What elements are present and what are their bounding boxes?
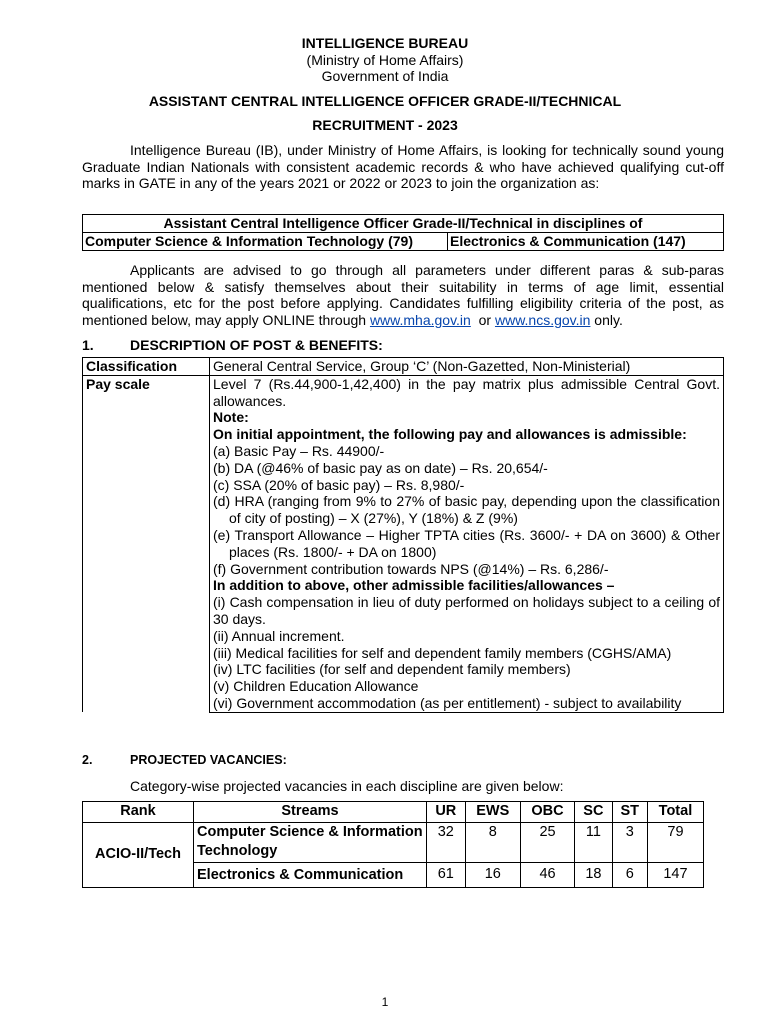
classification-label: Classification [83,358,210,376]
facility-item: (v) Children Education Allowance [213,678,419,695]
facilities-heading: In addition to above, other admissible facilities/allowances – [213,577,615,594]
discipline-ec: Electronics & Communication (147) [448,233,724,251]
stream-cell: Computer Science & Information Technology [194,822,427,862]
note-label: Note: [213,409,249,426]
col-header-st: ST [612,802,647,823]
disciplines-heading: Assistant Central Intelligence Officer Grade-II/Technical in disciplines of [83,215,724,233]
col-header-streams: Streams [194,802,427,823]
obc-cell: 46 [520,862,574,887]
col-header-sc: SC [575,802,613,823]
section1-title: DESCRIPTION OF POST & BENEFITS: [130,337,383,353]
section2-number: 2. [82,753,93,767]
post-title-block [0,93,770,133]
intro-paragraph [82,142,724,192]
recruitment-title: RECRUITMENT - 2023 [312,116,458,133]
col-header-rank: Rank [83,802,194,823]
mha-link[interactable]: www.mha.gov.in [369,311,471,328]
total-cell: 79 [647,822,703,862]
intro-text: Intelligence Bureau (IB), under Ministry of Home Affairs, is looking for technically sound young Graduate Indian Nationals with consistent academic records & who have achieved qualifying cut-off marks in GATE in any of the years 2021 or 2022 or 2023 to join the organization as: [82,142,724,192]
section1-number: 1. [82,337,94,353]
ncs-link[interactable]: www.ncs.gov.in [494,311,591,328]
table-row [83,822,704,862]
section1-heading [82,337,383,354]
sc-cell: 18 [575,862,613,887]
facility-item: (i) Cash compensation in lieu of duty performed on holidays subject to a ceiling of 30 days. [213,594,720,627]
col-header-total: Total [647,802,703,823]
pay-scale-cell [210,375,724,712]
pay-item: (e) Transport Allowance – Higher TPTA cities (Rs. 3600/- + DA on 3600) & Other places (Rs. 1800/- + DA on 1800) [213,526,720,560]
header-block [0,35,770,85]
org-name: INTELLIGENCE BUREAU [301,35,469,51]
government-name: Government of India [321,68,449,85]
pay-item: (f) Government contribution towards NPS (@14%) – Rs. 6,286/- [213,560,609,577]
post-details-table [82,357,724,713]
ministry-name: (Ministry of Home Affairs) [306,51,464,68]
pay-level: Level 7 (Rs.44,900-1,42,400) in the pay matrix plus admissible Central Govt. allowances. [213,375,720,409]
advice-paragraph [82,262,724,328]
section2-title: PROJECTED VACANCIES: [130,753,287,767]
page-number: 1 [381,995,389,1009]
post-title: ASSISTANT CENTRAL INTELLIGENCE OFFICER GRADE-II/TECHNICAL [148,93,622,109]
facility-item: (vi) Government accommodation (as per entitlement) - subject to availability [213,694,682,711]
ur-cell: 32 [427,822,466,862]
classification-value: General Central Service, Group ‘C’ (Non-Gazetted, Non-Ministerial) [210,358,724,376]
advice-text-before: Applicants are advised to go through all parameters under different paras & sub-paras mentioned below & satisfy themselves about their suitability in terms of age limit, essential qualifications, etc for the post before applying. Candidates fulfilling eligibility criteria of the post, as mentioned below, may apply ONLINE through [82,262,724,328]
pay-item: (c) SSA (20% of basic pay) – Rs. 8,980/- [213,476,465,493]
pay-scale-label: Pay scale [83,375,210,712]
rank-cell: ACIO-II/Tech [83,822,194,887]
pay-item: (b) DA (@46% of basic pay as on date) – Rs. 20,654/- [213,459,548,476]
sc-cell: 11 [575,822,613,862]
st-cell: 6 [612,862,647,887]
advice-text-after: only. [590,311,623,328]
vacancy-intro: Category-wise projected vacancies in each discipline are given below: [130,778,564,794]
ews-cell: 16 [465,862,520,887]
note-heading: On initial appointment, the following pay and allowances is admissible: [213,426,687,443]
st-cell: 3 [612,822,647,862]
facility-item: (ii) Annual increment. [213,627,345,644]
advice-text-mid: or [470,311,495,328]
col-header-obc: OBC [520,802,574,823]
total-cell: 147 [647,862,703,887]
vacancy-table [82,801,704,888]
ews-cell: 8 [465,822,520,862]
pay-item: (a) Basic Pay – Rs. 44900/- [213,442,385,459]
pay-item: (d) HRA (ranging from 9% to 27% of basic pay, depending upon the classification of city of posting) – X (27%), Y (18%) & Z (9%) [213,493,720,527]
disciplines-table [82,214,724,251]
stream-cell: Electronics & Communication [194,862,427,887]
obc-cell: 25 [520,822,574,862]
facility-item: (iv) LTC facilities (for self and dependent family members) [213,661,571,678]
ur-cell: 61 [427,862,466,887]
discipline-cs: Computer Science & Information Technology (79) [83,233,448,251]
col-header-ur: UR [427,802,466,823]
col-header-ews: EWS [465,802,520,823]
facility-item: (iii) Medical facilities for self and dependent family members (CGHS/AMA) [213,644,672,661]
section2-heading [82,752,287,769]
